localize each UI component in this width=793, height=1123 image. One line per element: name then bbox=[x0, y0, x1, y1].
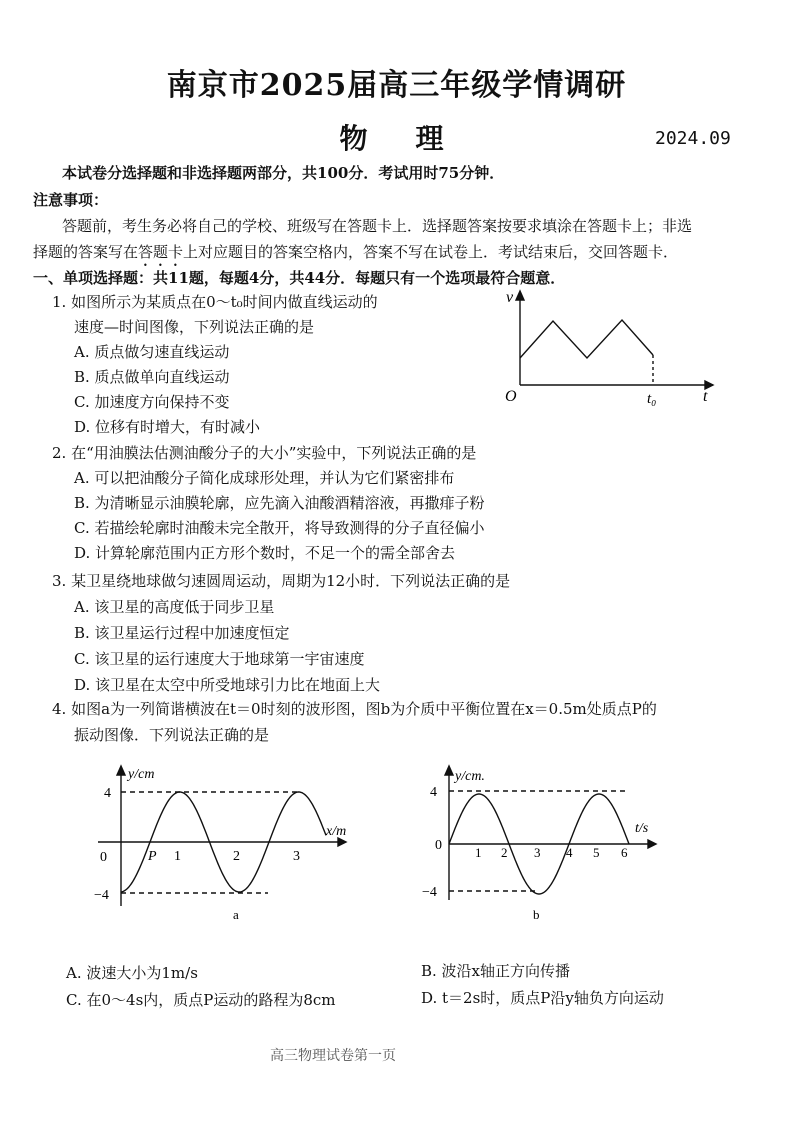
q1-option-b: B. 质点做单向直线运动 bbox=[74, 368, 230, 386]
notice-heading: 注意事项： bbox=[33, 191, 109, 209]
vt-curve bbox=[520, 320, 653, 358]
wave-a-tick-4: 4 bbox=[104, 786, 111, 801]
q1-option-c: C. 加速度方向保持不变 bbox=[74, 393, 230, 411]
wave-a-point-p: P bbox=[148, 849, 157, 864]
q3-option-d: D. 该卫星在太空中所受地球引力比在地面上大 bbox=[74, 676, 381, 694]
wave-b-ylabel: y/cm. bbox=[455, 769, 485, 784]
wave-b-x-arrow bbox=[648, 840, 656, 848]
notice-line-1: 答题前，考生务必将自己的学校、班级写在答题卡上．选择题答案按要求填涂在答题卡上；非选 bbox=[62, 217, 693, 235]
q2-option-b: B. 为清晰显示油膜轮廓，应先滴入油酸酒精溶液，再撒痱子粉 bbox=[74, 494, 485, 512]
q2-stem: 2. 在“用油膜法估测油酸分子的大小”实验中，下列说法正确的是 bbox=[52, 444, 477, 462]
q1-stem-1: 1. 如图所示为某质点在0～t₀时间内做直线运动的 bbox=[52, 293, 378, 311]
notice-line-2c: 上对应题目的答案空格内，答案不写在试卷上．考试结束后，交回答题卡． bbox=[183, 243, 679, 261]
paper-title: 南京市2025届高三年级学情调研 bbox=[166, 68, 627, 103]
wave-b-tick-t5: 5 bbox=[593, 845, 600, 860]
wave-a-tick-x3: 3 bbox=[293, 849, 300, 864]
section-heading: 一、单项选择题：共11题，每题4分，共44分．每题只有一个选项最符合题意． bbox=[33, 269, 566, 287]
q4-option-d: D. t＝2s时，质点P沿y轴负方向运动 bbox=[421, 989, 664, 1007]
page-footer: 高三物理试卷第一页 bbox=[270, 1048, 396, 1064]
notice-line-2a: 择题的答案写在 bbox=[33, 243, 139, 261]
vt-xlabel: t bbox=[703, 388, 708, 405]
q4-option-b: B. 波沿x轴正方向传播 bbox=[421, 962, 571, 980]
wave-b-tick-4: 4 bbox=[430, 785, 437, 800]
q1-option-a: A. 质点做匀速直线运动 bbox=[74, 343, 230, 361]
wave-b-caption: b bbox=[533, 907, 540, 922]
q4-wave-graph-b bbox=[413, 758, 673, 928]
q3-option-b: B. 该卫星运行过程中加速度恒定 bbox=[74, 624, 290, 642]
vt-v-arrow bbox=[516, 291, 524, 300]
vt-origin: O bbox=[505, 388, 517, 405]
wave-a-x-arrow bbox=[338, 838, 346, 846]
wave-a-y-arrow bbox=[117, 766, 125, 775]
q2-option-d: D. 计算轮廓范围内正方形个数时，不足一个的需全部舍去 bbox=[74, 544, 456, 562]
wave-a-caption: a bbox=[233, 907, 239, 922]
wave-b-y-arrow bbox=[445, 766, 453, 775]
q4-wave-graph-a bbox=[88, 758, 368, 928]
wave-a-xlabel: x/m bbox=[326, 824, 347, 839]
wave-b-tick-neg4: −4 bbox=[422, 885, 437, 900]
q1-option-d: D. 位移有时增大，有时减小 bbox=[74, 418, 261, 436]
q4-stem-1: 4. 如图a为一列简谐横波在t＝0时刻的波形图，图b为介质中平衡位置在x＝0.5m处质点P的 bbox=[52, 700, 657, 718]
exam-intro: 本试卷分选择题和非选择题两部分，共100分．考试用时75分钟． bbox=[62, 164, 505, 182]
exam-date: 2024.09 bbox=[655, 128, 731, 149]
notice-line-2b: 答题卡 bbox=[138, 243, 184, 261]
wave-b-tick-0: 0 bbox=[435, 838, 442, 853]
subject-title: 物 理 bbox=[339, 122, 454, 155]
q2-option-a: A. 可以把油酸分子简化成球形处理，并认为它们紧密排布 bbox=[74, 469, 455, 487]
vt-ylabel: v bbox=[506, 289, 514, 306]
wave-b-tick-t4: 4 bbox=[566, 845, 573, 860]
wave-b-tick-t1: 1 bbox=[475, 845, 482, 860]
q4-option-a: A. 波速大小为1m/s bbox=[66, 964, 198, 982]
wave-a-tick-x1: 1 bbox=[174, 849, 181, 864]
vt-t0-label: t₀ bbox=[647, 391, 657, 407]
q3-stem: 3. 某卫星绕地球做匀速圆周运动，周期为12小时．下列说法正确的是 bbox=[52, 572, 511, 590]
q2-option-c: C. 若描绘轮廓时油酸未完全散开，将导致测得的分子直径偏小 bbox=[74, 519, 485, 537]
wave-b-tick-t2: 2 bbox=[501, 845, 508, 860]
wave-a-ylabel: y/cm bbox=[128, 767, 155, 782]
q3-option-a: A. 该卫星的高度低于同步卫星 bbox=[74, 598, 275, 616]
q4-stem-2: 振动图像．下列说法正确的是 bbox=[74, 726, 270, 744]
wave-a-tick-neg4: −4 bbox=[94, 888, 109, 903]
wave-b-xlabel: t/s bbox=[635, 821, 649, 836]
q3-option-c: C. 该卫星的运行速度大于地球第一宇宙速度 bbox=[74, 650, 365, 668]
wave-b-tick-t6: 6 bbox=[621, 845, 628, 860]
q4-option-c: C. 在0～4s内，质点P运动的路程为8cm bbox=[66, 991, 336, 1009]
wave-b-tick-t3: 3 bbox=[534, 845, 541, 860]
q1-vt-graph bbox=[495, 283, 725, 413]
wave-a-origin: 0 bbox=[100, 850, 107, 865]
notice-line-2 bbox=[33, 241, 678, 270]
wave-a-tick-x2: 2 bbox=[233, 849, 240, 864]
q1-stem-2: 速度—时间图像，下列说法正确的是 bbox=[74, 318, 315, 336]
